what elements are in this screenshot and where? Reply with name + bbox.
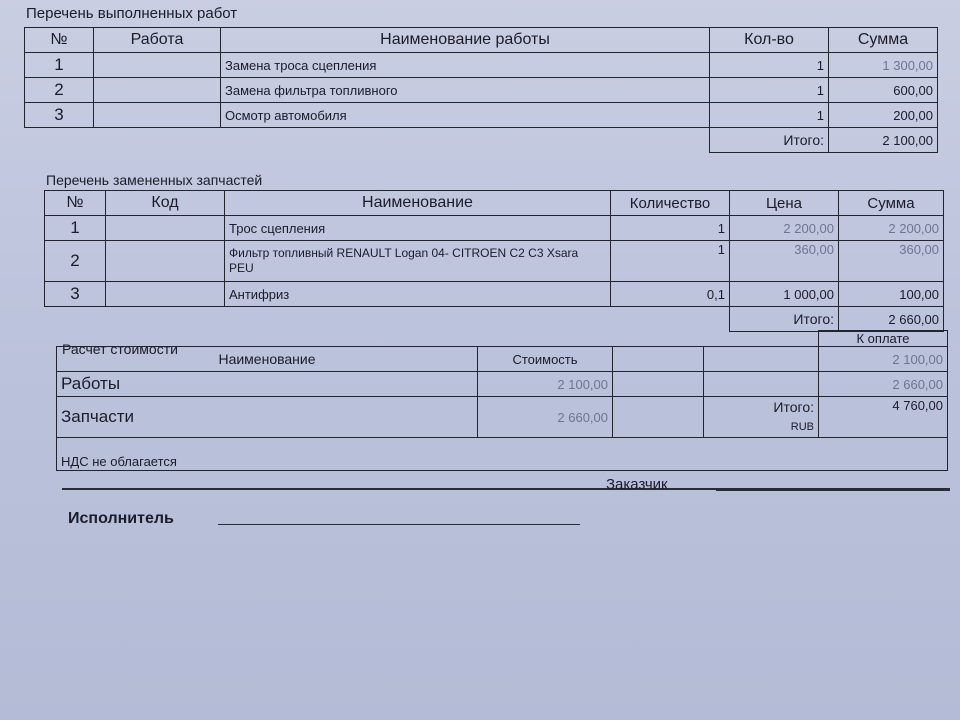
table-row — [45, 241, 944, 282]
works-row-sum: 1 300,00 — [829, 53, 938, 78]
table-row — [57, 372, 948, 397]
calc-row-pay: 2 100,00 — [819, 347, 948, 372]
parts-row-qty: 0,1 — [611, 282, 730, 307]
calc-row-name: Работы — [57, 372, 478, 397]
calc-header-pay: К оплате — [819, 331, 948, 347]
calc-row-pay: 2 660,00 — [819, 372, 948, 397]
works-row-no: 3 — [25, 103, 94, 128]
parts-row-name: Фильтр топливный RENAULT Logan 04- CITROEN C2 C3 Xsara PEU — [225, 241, 611, 282]
table-row — [25, 78, 938, 103]
works-row-no: 1 — [25, 53, 94, 78]
works-total-label: Итого: — [710, 128, 829, 153]
executor-signature-line — [218, 524, 580, 525]
calc-table — [56, 330, 948, 471]
parts-row-price: 2 200,00 — [730, 216, 839, 241]
works-row-sum: 600,00 — [829, 78, 938, 103]
parts-row-no: 1 — [45, 216, 106, 241]
parts-table — [44, 190, 944, 332]
calc-top-row — [57, 331, 948, 347]
works-title: Перечень выполненных работ — [26, 5, 238, 22]
calc-total-cell — [704, 397, 819, 438]
parts-row-name: Трос сцепления — [225, 216, 611, 241]
works-row-qty: 1 — [710, 103, 829, 128]
parts-row-sum: 360,00 — [839, 241, 944, 282]
works-row-sum: 200,00 — [829, 103, 938, 128]
parts-row-price: 1 000,00 — [730, 282, 839, 307]
works-row-name: Замена фильтра топливного — [221, 78, 710, 103]
parts-header-code: Код — [106, 191, 225, 216]
parts-row-code — [106, 216, 225, 241]
parts-row-sum: 100,00 — [839, 282, 944, 307]
works-row-name: Замена троса сцепления — [221, 53, 710, 78]
parts-header-qty: Количество — [611, 191, 730, 216]
calc-total-value: 4 760,00 — [819, 397, 948, 438]
parts-header-no: № — [45, 191, 106, 216]
parts-row-no: 2 — [45, 241, 106, 282]
calc-row-cost: 2 100,00 — [478, 372, 613, 397]
works-header-work: Работа — [94, 28, 221, 53]
calc-currency: RUB — [790, 421, 814, 433]
works-header-row — [25, 28, 938, 53]
calc-header-row — [57, 347, 948, 372]
executor-label: Исполнитель — [68, 510, 174, 527]
parts-header-name: Наименование — [225, 191, 611, 216]
works-row-work — [94, 53, 221, 78]
works-row-no: 2 — [25, 78, 94, 103]
calc-header-cost: Стоимость — [478, 347, 613, 372]
parts-title: Перечень замененных запчастей — [46, 172, 263, 188]
customer-label: Заказчик — [606, 476, 668, 493]
works-row-qty: 1 — [710, 78, 829, 103]
works-row-name: Осмотр автомобиля — [221, 103, 710, 128]
works-row-qty: 1 — [710, 53, 829, 78]
calc-total-label: Итого: — [773, 399, 814, 415]
calc-row-cost: 2 660,00 — [478, 397, 613, 438]
parts-row-qty: 1 — [611, 241, 730, 282]
parts-row-name: Антифриз — [225, 282, 611, 307]
works-total-row — [25, 128, 938, 153]
parts-header-sum: Сумма — [839, 191, 944, 216]
works-table — [24, 27, 938, 153]
calc-vat-row — [57, 438, 948, 471]
calc-header-name: Наименование — [57, 347, 478, 372]
table-row — [25, 103, 938, 128]
works-row-work — [94, 78, 221, 103]
parts-row-no: 3 — [45, 282, 106, 307]
parts-header-row — [45, 191, 944, 216]
works-header-no: № — [25, 28, 94, 53]
parts-header-price: Цена — [730, 191, 839, 216]
parts-row-qty: 1 — [611, 216, 730, 241]
parts-row-code — [106, 282, 225, 307]
parts-total-value: 2 660,00 — [839, 307, 944, 332]
works-total-value: 2 100,00 — [829, 128, 938, 153]
works-header-qty: Кол-во — [710, 28, 829, 53]
parts-total-label: Итого: — [730, 307, 839, 332]
table-row — [57, 397, 948, 438]
works-header-sum: Сумма — [829, 28, 938, 53]
table-row — [45, 216, 944, 241]
works-header-name: Наименование работы — [221, 28, 710, 53]
calc-row-name: Запчасти — [57, 397, 478, 438]
parts-row-code — [106, 241, 225, 282]
customer-signature-line — [716, 490, 950, 491]
parts-total-row — [45, 307, 944, 332]
parts-row-price: 360,00 — [730, 241, 839, 282]
parts-row-sum: 2 200,00 — [839, 216, 944, 241]
works-row-work — [94, 103, 221, 128]
calc-vat-note: НДС не облагается — [57, 438, 948, 471]
table-row — [25, 53, 938, 78]
calc-title: Расчет стоимости — [62, 341, 178, 357]
table-row — [45, 282, 944, 307]
